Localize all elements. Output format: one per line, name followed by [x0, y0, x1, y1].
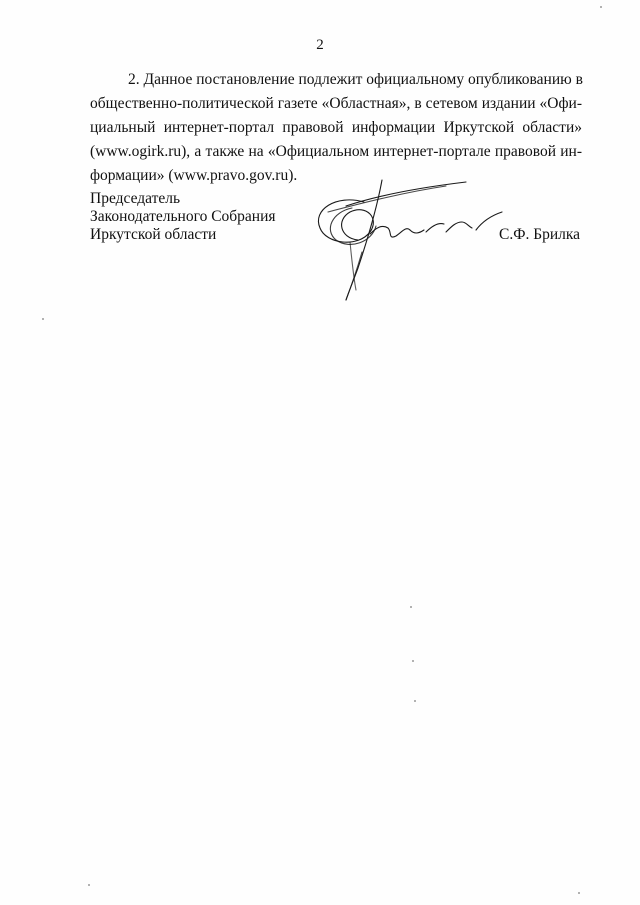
scan-speck	[42, 318, 44, 320]
signatory-title-block	[90, 190, 276, 244]
signatory-title-line: Председатель	[90, 190, 181, 207]
paragraph-line: циальный интернет-портал правовой информации Иркутской области»	[90, 119, 582, 136]
page-number: 2	[316, 37, 324, 53]
paragraph-line: (www.ogirk.ru), а также на «Официальном интернет-портале правовой ин-	[90, 143, 582, 160]
scan-speck	[578, 892, 580, 894]
scan-speck	[88, 884, 90, 886]
signer-name: С.Ф. Брилка	[499, 226, 581, 243]
scan-speck	[414, 700, 416, 702]
signatory-title-line: Иркутской области	[90, 226, 217, 243]
paragraph-line: 2. Данное постановление подлежит официальному опубликованию в	[128, 71, 583, 88]
signatory-title-line: Законодательного Собрания	[90, 208, 276, 225]
scan-speck	[600, 6, 602, 8]
paragraph-line: формации» (www.pravo.gov.ru).	[90, 167, 298, 184]
scan-speck	[412, 660, 414, 662]
handwritten-signature	[306, 172, 506, 304]
scan-speck	[410, 606, 412, 608]
paragraph-line: общественно-политической газете «Областная», в сетевом издании «Офи-	[90, 95, 582, 112]
publication-paragraph	[90, 68, 582, 188]
